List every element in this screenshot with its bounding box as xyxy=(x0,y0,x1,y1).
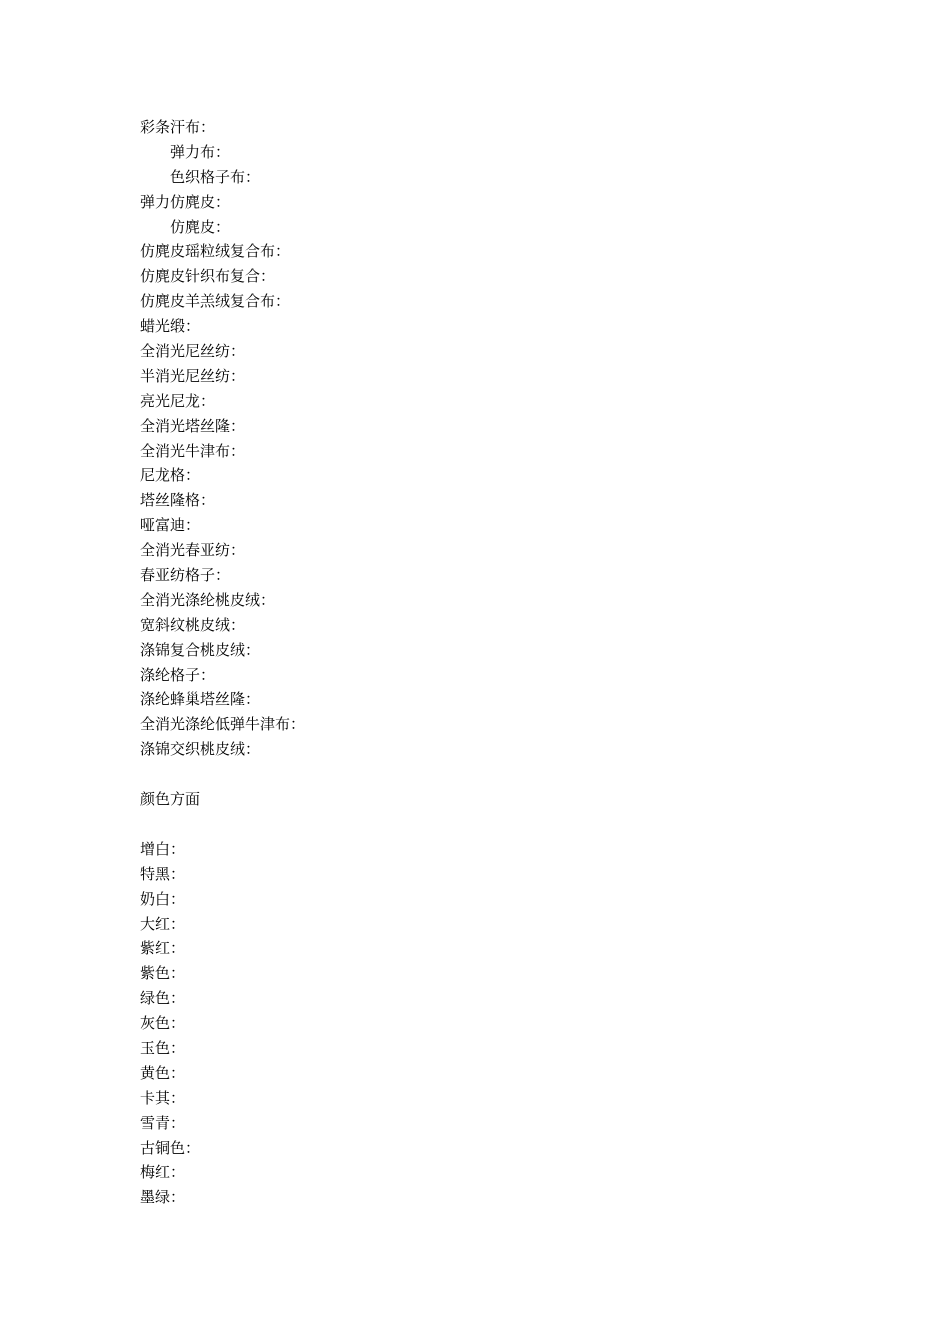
fabric-item: 宽斜纹桃皮绒： xyxy=(140,615,246,634)
color-item: 绿色： xyxy=(140,989,186,1008)
blank-line xyxy=(140,812,820,837)
color-item: 紫红： xyxy=(140,939,186,958)
fabric-item: 全消光尼丝纺： xyxy=(140,342,246,361)
fabric-item: 仿麂皮瑶粒绒复合布： xyxy=(140,242,291,261)
fabric-item: 春亚纺格子： xyxy=(140,566,231,585)
color-item: 黄色： xyxy=(140,1063,186,1082)
color-item: 雪青： xyxy=(140,1113,186,1132)
color-section-heading: 颜色方面 xyxy=(140,790,201,809)
fabric-item: 涤纶格子： xyxy=(140,665,216,684)
color-item: 玉色： xyxy=(140,1038,186,1057)
color-list xyxy=(140,837,820,1210)
fabric-item: 全消光涤纶低弹牛津布： xyxy=(140,715,306,734)
fabric-item: 涤锦交织桃皮绒： xyxy=(140,740,261,759)
fabric-item: 仿麂皮： xyxy=(170,217,231,236)
color-item: 灰色： xyxy=(140,1014,186,1033)
fabric-item: 全消光春亚纺： xyxy=(140,541,246,560)
fabric-item: 仿麂皮羊羔绒复合布： xyxy=(140,292,291,311)
fabric-item: 仿麂皮针织布复合： xyxy=(140,267,276,286)
blank-line xyxy=(140,762,820,787)
color-item: 增白： xyxy=(140,839,186,858)
color-item: 墨绿： xyxy=(140,1188,186,1207)
color-item: 大红： xyxy=(140,914,186,933)
color-item: 古铜色： xyxy=(140,1138,201,1157)
document-body xyxy=(140,115,820,1210)
color-item: 卡其： xyxy=(140,1088,186,1107)
fabric-item: 色织格子布： xyxy=(170,167,261,186)
fabric-item: 彩条汗布： xyxy=(140,118,216,136)
fabric-item: 全消光塔丝隆： xyxy=(140,416,246,435)
fabric-item: 弹力布： xyxy=(170,142,231,161)
fabric-list xyxy=(140,115,820,762)
color-item: 梅红： xyxy=(140,1163,186,1182)
fabric-item: 全消光涤纶桃皮绒： xyxy=(140,590,276,609)
color-item: 紫色： xyxy=(140,964,186,983)
fabric-item: 塔丝隆格： xyxy=(140,491,216,510)
fabric-item: 涤锦复合桃皮绒： xyxy=(140,640,261,659)
fabric-item: 半消光尼丝纺： xyxy=(140,366,246,385)
color-item: 特黑： xyxy=(140,864,186,883)
fabric-item: 弹力仿麂皮： xyxy=(140,192,231,211)
color-item: 奶白： xyxy=(140,889,186,908)
fabric-item: 哑富迪： xyxy=(140,516,201,535)
fabric-item: 涤纶蜂巢塔丝隆： xyxy=(140,690,261,709)
fabric-item: 蜡光缎： xyxy=(140,317,201,336)
fabric-item: 全消光牛津布： xyxy=(140,441,246,460)
fabric-item: 亮光尼龙： xyxy=(140,391,216,410)
fabric-item: 尼龙格： xyxy=(140,466,201,485)
